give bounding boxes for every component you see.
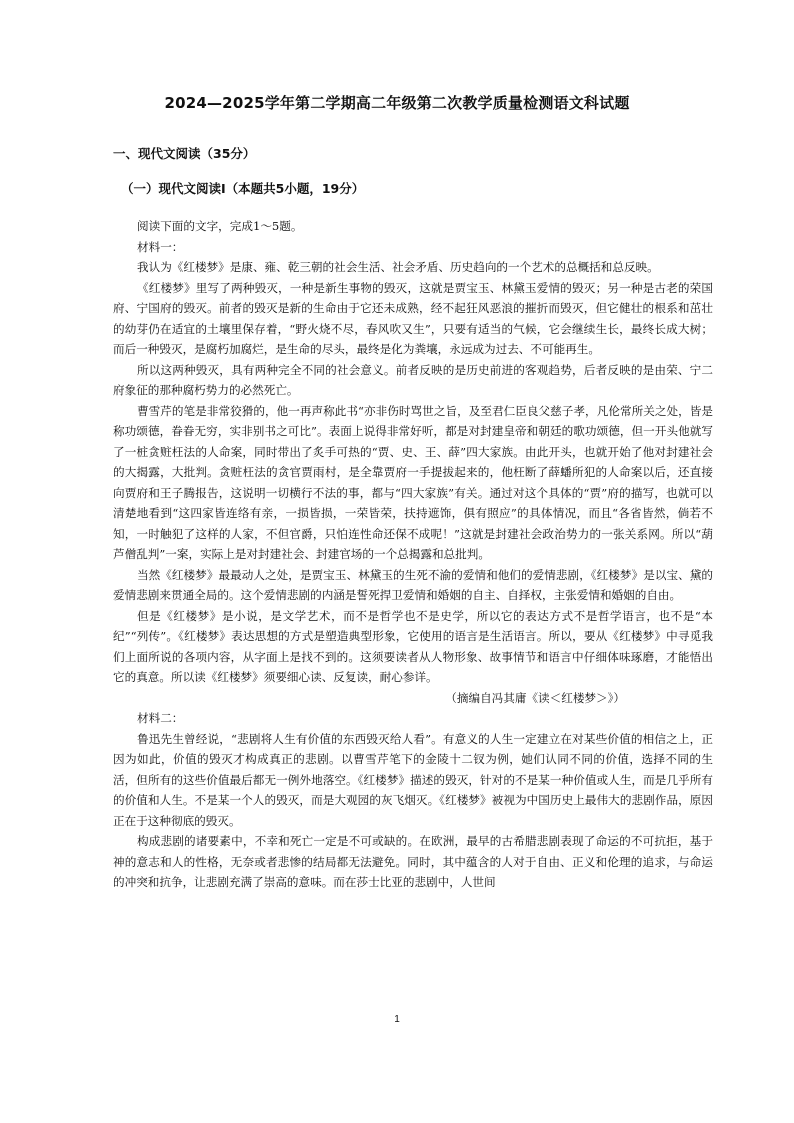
material2-label: 材料二： [137,711,184,725]
paragraph: 构成悲剧的诸要素中，不幸和死亡一定是不可或缺的。在欧洲，最早的古希腊悲剧表现了命运的不可抗拒，基于神的意志和人的性格，无奈或者悲惨的结局都无法避免。同时，其中蕴含的人对于自由、正义和伦理的追求，与命运的冲突和抗争，让悲剧充满了崇高的意味。而在莎士比亚的悲剧中，人世间 [113,834,713,889]
page-number: 1 [394,1014,400,1025]
paragraph: 鲁迅先生曾经说，“悲剧将人生有价值的东西毁灭给人看”。有意义的人生一定建立在对某些价值的相信之上，正因为如此，价值的毁灭才构成真正的悲剧。以曹雪芹笔下的金陵十二钗为例，她们认同不同的价值，选择不同的生活，但所有的这些价值最后都无一例外地落空。《红楼梦》描述的毁灭，针对的不是某一种价值或人生，而是几乎所有的价值和人生。不是某一个人的毁灭，而是大观园的灰飞烟灭。《红楼梦》被视为中国历史上最伟大的悲剧作品，原因正在于这种彻底的毁灭。 [113,731,713,828]
reading-passage [113,216,713,893]
exam-title: 2024—2025学年第二学期高二年级第二次教学质量检测语文科试题 [164,94,630,112]
paragraph: 《红楼梦》里写了两种毁灭，一种是新生事物的毁灭，这就是贾宝玉、林黛玉爱情的毁灭；另一种是古老的荣国府、宁国府的毁灭。前者的毁灭是新的生命由于它还未成熟，经不起狂风恶浪的摧折而毁灭，但它健壮的根系和茁壮的幼芽仍在适宜的土壤里保存着，“野火烧不尽，春风吹又生”，只要有适当的气候，它会继续生长，最终长成大树；而后一种毁灭，是腐朽加腐烂，是生命的尽头，最终是化为粪壤，永远成为过去、不可能再生。 [113,280,713,356]
paragraph: 但是《红楼梦》是小说，是文学艺术，而不是哲学也不是史学，所以它的表达方式不是哲学语言，也不是“本纪”“列传”。《红楼梦》表达思想的方式是塑造典型形象，它使用的语言是生活语言。所以，要从《红楼梦》中寻觅我们上面所说的各项内容，从字面上是找不到的。这须要读者从人物形象、故事情节和语言中仔细体味琢磨，才能悟出它的真意。所以读《红楼梦》须要细心读、反复读，耐心参详。 [113,608,713,684]
paragraph: 所以这两种毁灭，具有两种完全不同的社会意义。前者反映的是历史前进的客观趋势，后者反映的是由荣、宁二府象征的那种腐朽势力的必然死亡。 [113,362,713,397]
instruction-text: 阅读下面的文字，完成1～5题。 [137,219,303,233]
subsection-heading: （一）现代文阅读Ⅰ（本题共5小题，19分） [121,181,365,196]
material1-label: 材料一： [137,239,184,254]
paragraph: 当然《红楼梦》最最动人之处，是贾宝玉、林黛玉的生死不渝的爱情和他们的爱情悲剧，《红楼梦》是以宝、黛的爱情悲剧来贯通全局的。这个爱情悲剧的内涵是誓死捍卫爱情和婚姻的自主、自择权，主张爱情和婚姻的自由。 [113,567,713,602]
paragraph: 曹雪芹的笔是非常狡猾的，他一再声称此书“亦非伤时骂世之旨，及至君仁臣良父慈子孝，凡伦常所关之处，皆是称功颂德，眷眷无穷，实非别书之可比”。表面上说得非常好听，都是对封建皇帝和朝廷的歌功颂德，但一开头他就写了一桩贪赃枉法的人命案，同时带出了炙手可热的“贾、史、王、薛”四大家族。由此开头，也就开始了他对封建社会的大揭露，大批判。贪赃枉法的贪官贾雨村，是全靠贾府一手提拔起来的，他枉断了薛蟠所犯的人命案以后，还直接向贾府和王子腾报告，这说明一切横行不法的事，都与“四大家族”有关。通过对这个具体的“贾”府的描写，也就可以清楚地看到“这四家皆连络有亲，一损皆损，一荣皆荣，扶持遮饰，俱有照应”的具体情况，而且“各省皆然，倘若不知，一时触犯了这样的人家，不但官爵，只怕连性命还保不成呢！”这就是封建社会政治势力的一张关系网。所以“葫芦僧乱判”一案，实际上是对封建社会、封建官场的一个总揭露和总批判。 [113,403,713,561]
paragraph: 我认为《红楼梦》是康、雍、乾三朝的社会生活、社会矛盾、历史趋向的一个艺术的总概括和总反映。 [137,260,659,274]
section-heading: 一、现代文阅读（35分） [113,146,256,161]
material1-source: （摘编自冯其庸《读＜红楼梦＞》） [445,690,625,705]
